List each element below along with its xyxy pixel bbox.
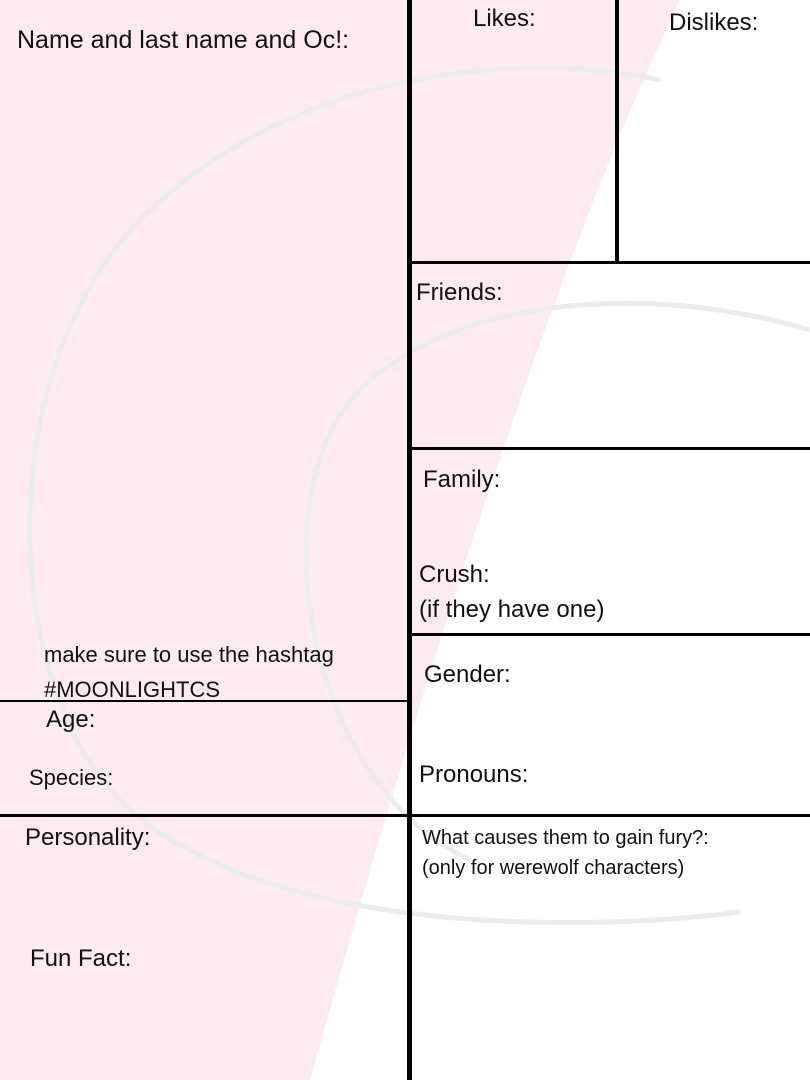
likes-label: Likes: [473,5,536,32]
fury-note: (only for werewolf characters) [422,857,685,879]
likes-dislikes-divider-line [615,0,619,264]
family-label: Family: [423,466,501,493]
middle-row-bottom-line [0,814,810,817]
fun-fact-label: Fun Fact: [30,945,132,972]
name-label: Name and last name and Oc!: [17,26,350,54]
pronouns-label: Pronouns: [419,761,529,788]
hashtag-note-line1: make sure to use the hashtag [44,642,334,667]
friends-label: Friends: [416,279,503,306]
center-divider-line [407,0,412,1080]
dislikes-label: Dislikes: [669,9,759,36]
family-crush-bottom-line [410,633,810,636]
hashtag-note-line2: #MOONLIGHTCS [44,677,221,702]
personality-label: Personality: [25,824,151,851]
crush-label: Crush: [419,561,490,588]
age-label: Age: [46,706,96,733]
likes-bottom-line [410,261,810,264]
species-label: Species: [29,765,114,790]
fury-label: What causes them to gain fury?: [422,827,709,849]
gender-label: Gender: [424,661,511,688]
crush-note: (if they have one) [419,596,605,623]
friends-bottom-line [410,447,810,450]
